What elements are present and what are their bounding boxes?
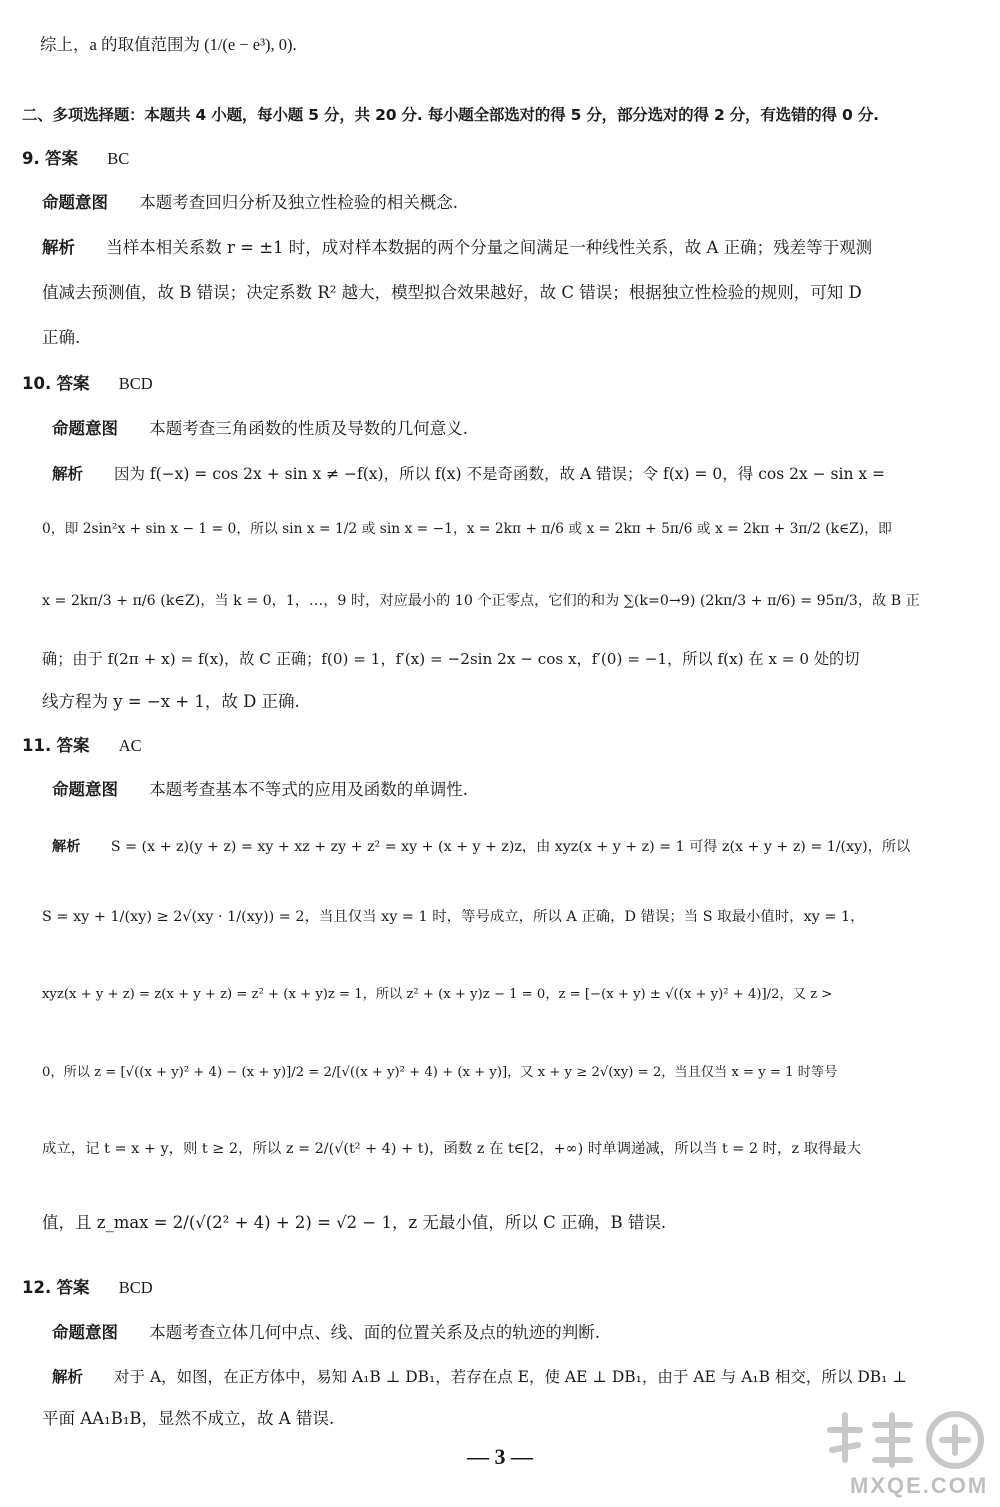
q11-number: 11.: [22, 736, 52, 755]
q12-intent-row: [52, 1322, 600, 1344]
q10-analysis-line-3: x = 2kπ/3 + π/6 (k∈Z)，当 k = 0，1，…，9 时，对应最小的 10 个正零点，它们的和为 ∑(k=0→9) (2kπ/3 + π/6) = 95π/3，故 B 正: [42, 593, 920, 609]
q9-analysis-line-1: [42, 237, 872, 259]
text-line: 综上，a 的取值范围为 (1/(e − e³), 0).: [40, 35, 297, 54]
analysis-label: 解析: [52, 839, 81, 855]
q10-analysis-line-5: 线方程为 y = −x + 1，故 D 正确.: [42, 692, 300, 711]
intent-label: 命题意图: [52, 780, 118, 799]
q9-intent: 本题考查回归分析及独立性检验的相关概念.: [139, 193, 458, 212]
q12-answer: BCD: [118, 1278, 153, 1297]
q12-answer-row: [22, 1277, 153, 1299]
q10-number: 10.: [22, 374, 52, 393]
q11-analysis-line-3: xyz(x + y + z) = z(x + y + z) = z² + (x + y)z = 1，所以 z² + (x + y)z − 1 = 0，z = [−(x + y) ± √((x + y)² + 4)]/2，又 z >: [42, 987, 833, 1002]
q12-intent: 本题考查立体几何中点、线、面的位置关系及点的轨迹的判断.: [149, 1323, 600, 1342]
q10-intent-row: [52, 418, 468, 440]
q11-analysis-line-4: 0，所以 z = [√((x + y)² + 4) − (x + y)]/2 = 2/[√((x + y)² + 4) + (x + y)]，又 x + y ≥ 2√(xy) = 2，当且仅当 x = y = 1 时等号: [42, 1065, 838, 1080]
analysis-label: 解析: [52, 465, 84, 483]
q11-answer: AC: [118, 736, 142, 755]
q11-answer-row: [22, 735, 142, 757]
q10-analysis-line-4: 确；由于 f(2π + x) = f(x)，故 C 正确；f(0) = 1，f′(x) = −2sin 2x − cos x，f′(0) = −1，所以 f(x) 在 x = 0 处的切: [42, 650, 860, 668]
q11-analysis-line-5: 成立，记 t = x + y，则 t ≥ 2，所以 z = 2/(√(t² + 4) + t)，函数 z 在 t∈[2，+∞) 时单调递减，所以当 t = 2 时，z 取得最大: [42, 1141, 862, 1157]
section-title: 二、多项选择题：本题共 4 小题，每小题 5 分，共 20 分. 每小题全部选对的得 5 分，部分选对的得 2 分，有选错的得 0 分.: [22, 106, 879, 124]
answer-label: 答案: [45, 149, 78, 168]
page-number: — 3 —: [467, 1444, 533, 1469]
q11-analysis-line-6: 值，且 z_max = 2/(√(2² + 4) + 2) = √2 − 1，z 无最小值，所以 C 正确，B 错误.: [42, 1213, 667, 1232]
q10-analysis-line-2: 0，即 2sin²x + sin x − 1 = 0，所以 sin x = 1/2 或 sin x = −1，x = 2kπ + π/6 或 x = 2kπ + 5π/6 或 x = 2kπ + 3π/2 (k∈Z)，即: [42, 521, 892, 537]
answer-label: 答案: [56, 374, 90, 393]
q11-intent: 本题考查基本不等式的应用及函数的单调性.: [149, 780, 468, 799]
analysis-text: S = (x + z)(y + z) = xy + xz + zy + z² = xy + (x + y + z)z，由 xyz(x + y + z) = 1 可得 z(x + y + z) = 1/(xy)，所以: [110, 839, 911, 855]
q12-number: 12.: [22, 1278, 52, 1297]
q9-number: 9.: [22, 149, 40, 168]
analysis-text: 当样本相关系数 r = ±1 时，成对样本数据的两个分量之间满足一种线性关系，故 A 正确；残差等于观测: [106, 238, 873, 257]
q10-answer-row: [22, 373, 153, 395]
q11-analysis-line-2: S = xy + 1/(xy) ≥ 2√(xy · 1/(xy)) = 2，当且仅当 xy = 1 时，等号成立，所以 A 正确，D 错误；当 S 取最小值时，xy = 1，: [42, 909, 865, 925]
watermark-text: MXQE.COM: [850, 1473, 989, 1498]
intent-label: 命题意图: [42, 193, 108, 212]
q9-analysis-line-3: 正确.: [42, 328, 81, 347]
q9-intent-row: [42, 192, 458, 214]
q10-answer: BCD: [118, 374, 153, 393]
intent-label: 命题意图: [52, 1323, 118, 1342]
q10-analysis-line-1: [52, 463, 885, 485]
intent-label: 命题意图: [52, 419, 118, 438]
q9-answer: BC: [107, 149, 130, 168]
analysis-text: 因为 f(−x) = cos 2x + sin x ≠ −f(x)，所以 f(x) 不是奇函数，故 A 错误；令 f(x) = 0，得 cos 2x − sin x =: [113, 465, 886, 483]
q11-intent-row: [52, 779, 468, 801]
analysis-text: 对于 A，如图，在正方体中，易知 A₁B ⊥ DB₁，若存在点 E，使 AE ⊥ DB₁，由于 AE 与 A₁B 相交，所以 DB₁ ⊥: [113, 1368, 907, 1386]
q10-intent: 本题考查三角函数的性质及导数的几何意义.: [149, 419, 468, 438]
answer-label: 答案: [56, 1278, 90, 1297]
q11-analysis-line-1: [52, 836, 910, 858]
analysis-label: 解析: [42, 238, 75, 257]
q12-analysis-line-2: 平面 AA₁B₁B，显然不成立，故 A 错误.: [42, 1409, 335, 1428]
answer-label: 答案: [56, 736, 90, 755]
q9-analysis-line-2: 值减去预测值，故 B 错误；决定系数 R² 越大，模型拟合效果越好，故 C 错误；根据独立性检验的规则，可知 D: [42, 283, 862, 302]
q12-analysis-line-1: [52, 1366, 907, 1388]
q9-answer-row: [22, 148, 129, 170]
analysis-label: 解析: [52, 1368, 84, 1386]
